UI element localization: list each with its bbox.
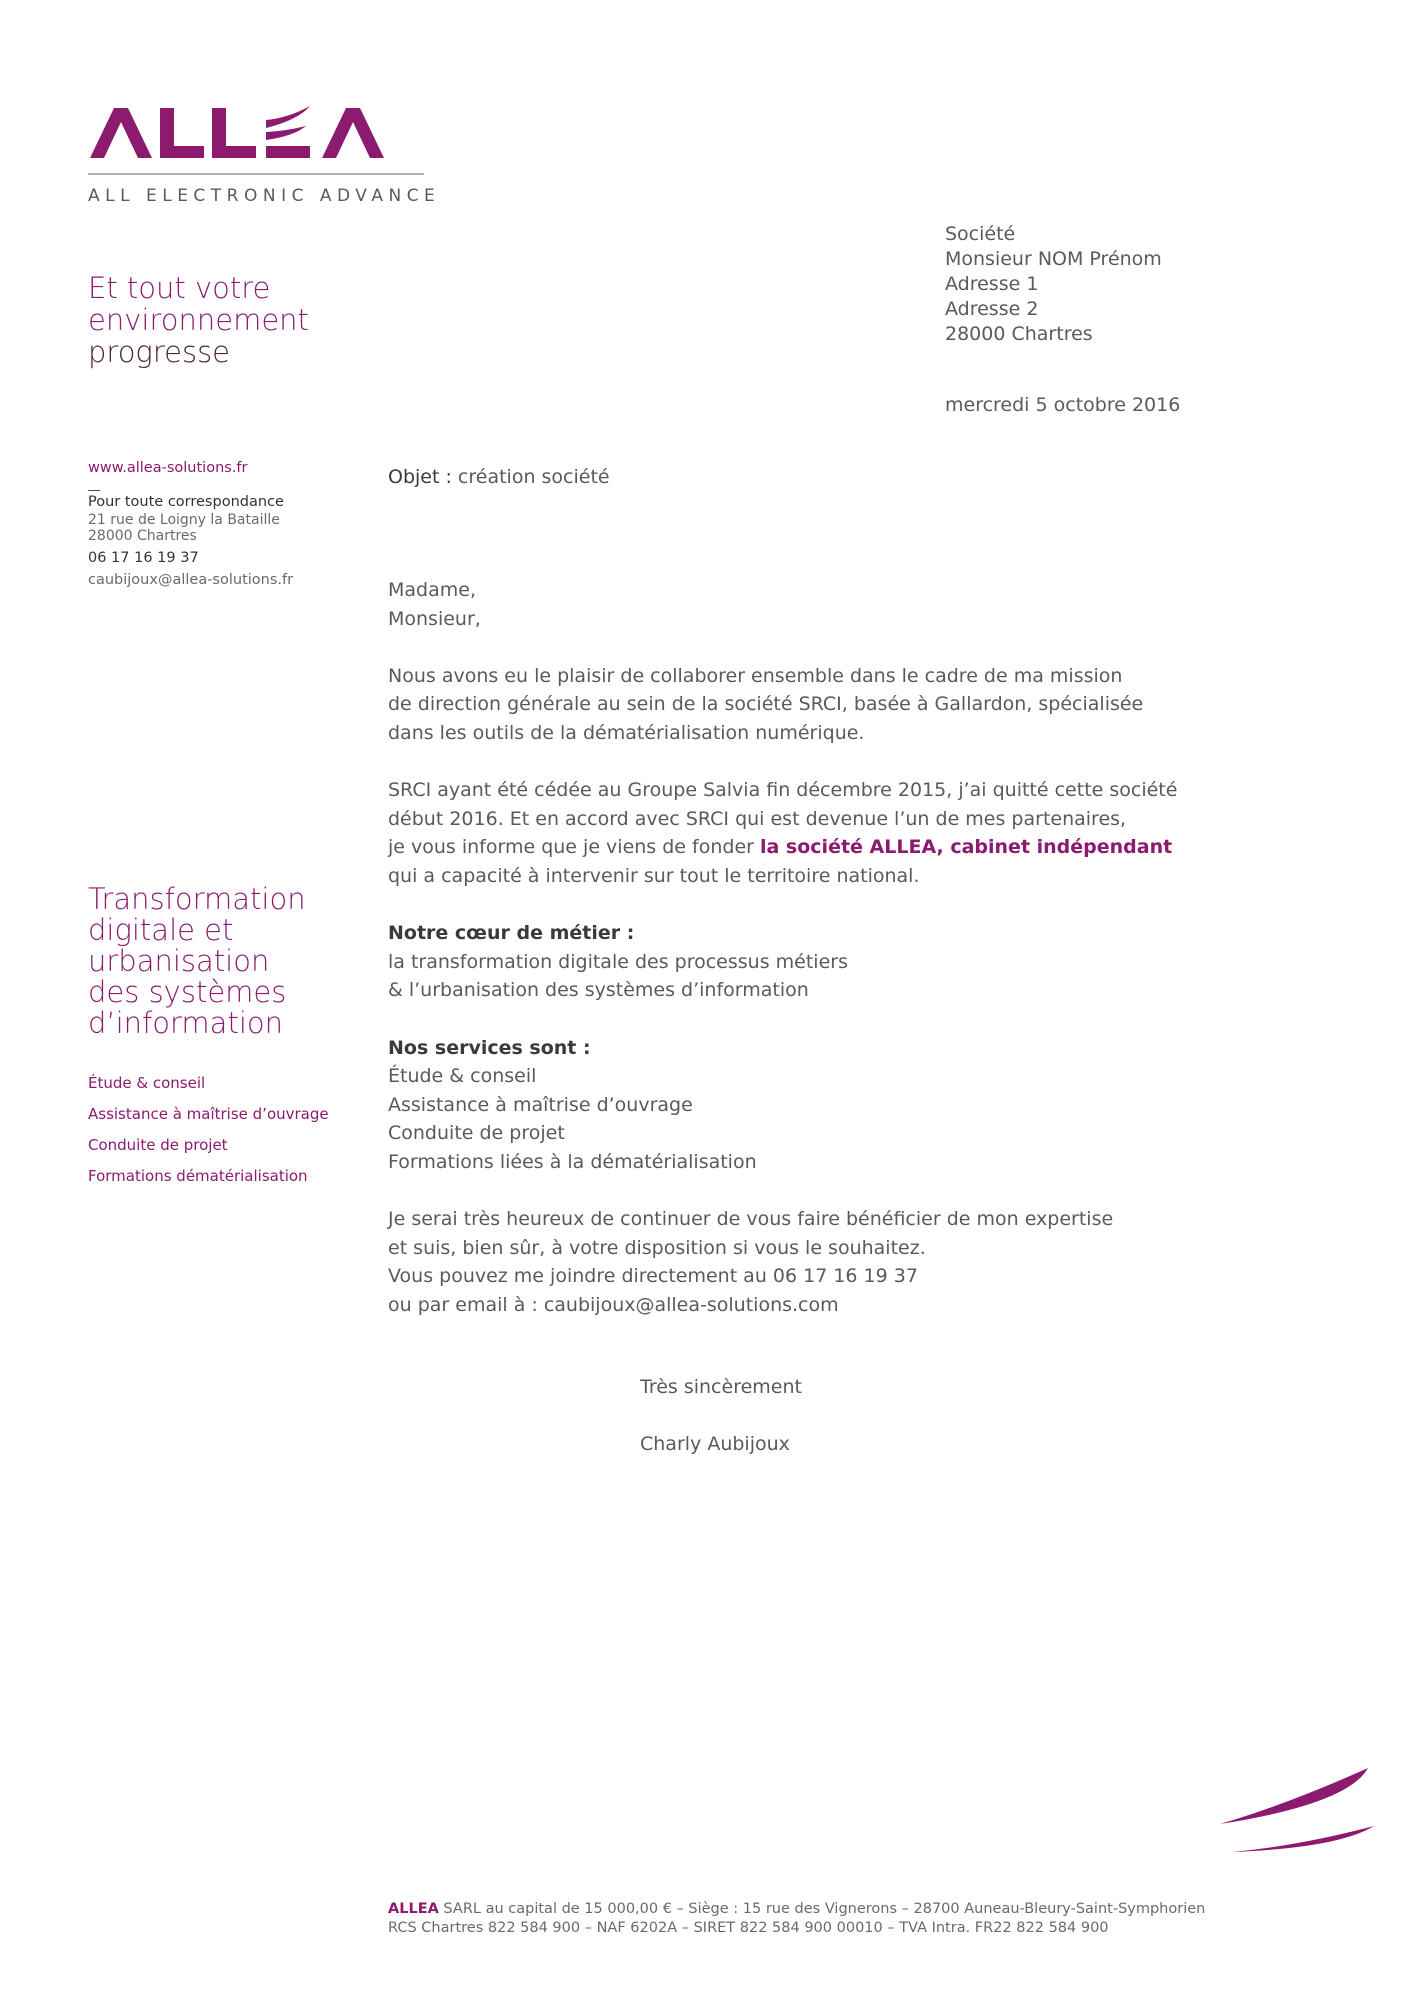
service-item: Formations liées à la dématérialisation bbox=[388, 1150, 757, 1173]
contact-email[interactable]: caubijoux@allea-solutions.fr bbox=[88, 572, 294, 588]
letter-subject bbox=[388, 466, 610, 488]
para2-line: début 2016. Et en accord avec SRCI qui est devenue l’un de mes partenaires, bbox=[388, 807, 1127, 830]
recipient-company: Société bbox=[945, 223, 1016, 245]
services-title: Nos services sont : bbox=[388, 1036, 591, 1059]
recipient-address bbox=[945, 222, 1162, 347]
footer-company: ALLEA bbox=[388, 1901, 439, 1917]
slogan-line3: progresse bbox=[88, 335, 231, 369]
service-item: Assistance à maîtrise d’ouvrage bbox=[388, 1093, 693, 1116]
signer-name: Charly Aubijoux bbox=[640, 1433, 790, 1455]
paragraph-2 bbox=[388, 776, 1188, 890]
side-service-item: Étude & conseil bbox=[88, 1074, 206, 1092]
recipient-city: 28000 Chartres bbox=[945, 323, 1093, 345]
para4-line: et suis, bien sûr, à votre disposition si vous le souhaitez. bbox=[388, 1236, 926, 1259]
slogan bbox=[88, 272, 309, 368]
contact-address1: 21 rue de Loigny la Bataille bbox=[88, 512, 280, 528]
service-item: Conduite de projet bbox=[388, 1122, 565, 1145]
service-item: Étude & conseil bbox=[388, 1065, 537, 1088]
footer-line2: RCS Chartres 822 584 900 – NAF 6202A – SIRET 822 584 900 00010 – TVA Intra. FR22 822 584 900 bbox=[388, 1920, 1109, 1936]
core-line: la transformation digitale des processus métiers bbox=[388, 950, 848, 973]
paragraph-1 bbox=[388, 662, 1188, 748]
subject-text: création société bbox=[451, 466, 610, 488]
para4-line: Je serai très heureux de continuer de vous faire bénéficier de mon expertise bbox=[388, 1208, 1114, 1231]
transformation-line1: Transformation bbox=[88, 882, 306, 916]
slogan-line2: environnement bbox=[88, 303, 309, 337]
transformation-line5: d’information bbox=[88, 1006, 283, 1040]
recipient-address1: Adresse 1 bbox=[945, 273, 1039, 295]
para1-line: Nous avons eu le plaisir de collaborer ensemble dans le cadre de ma mission bbox=[388, 664, 1123, 687]
core-line: & l’urbanisation des systèmes d’information bbox=[388, 979, 809, 1002]
core-business bbox=[388, 919, 1188, 1005]
para2-line: qui a capacité à intervenir sur tout le territoire national. bbox=[388, 864, 920, 887]
footer-legal bbox=[388, 1900, 1205, 1938]
brand-tagline: ALL ELECTRONIC ADVANCE bbox=[88, 186, 441, 206]
para2-line: je vous informe que je viens de fonder bbox=[388, 836, 760, 859]
letter-date: mercredi 5 octobre 2016 bbox=[945, 394, 1181, 416]
transformation-line3: urbanisation bbox=[88, 944, 270, 978]
subject-label: Objet : bbox=[388, 466, 452, 488]
transformation-line4: des systèmes bbox=[88, 975, 287, 1009]
letter-body bbox=[388, 576, 1188, 1348]
side-services-list bbox=[88, 1074, 329, 1198]
para4-line: Vous pouvez me joindre directement au 06 17 16 19 37 bbox=[388, 1265, 918, 1288]
correspondence-label: Pour toute correspondance bbox=[88, 494, 284, 510]
recipient-address2: Adresse 2 bbox=[945, 298, 1039, 320]
salutation-monsieur: Monsieur, bbox=[388, 607, 481, 630]
para1-line: dans les outils de la dématérialisation numérique. bbox=[388, 721, 865, 744]
salutation-madame: Madame, bbox=[388, 579, 476, 601]
website-link[interactable]: www.allea-solutions.fr bbox=[88, 460, 248, 476]
side-service-item: Conduite de projet bbox=[88, 1136, 228, 1154]
contact-address2: 28000 Chartres bbox=[88, 528, 197, 544]
slogan-line1: Et tout votre bbox=[88, 271, 271, 305]
para4-line: ou par email à : caubijoux@allea-solutions.com bbox=[388, 1293, 839, 1316]
side-service-item: Formations dématérialisation bbox=[88, 1167, 308, 1185]
divider: __ bbox=[88, 477, 100, 491]
contact-block bbox=[88, 458, 348, 590]
footer-line1: SARL au capital de 15 000,00 € – Siège : 15 rue des Vignerons – 28700 Auneau-Bleury-Saint-Symphorien bbox=[438, 1901, 1206, 1917]
allea-highlight: la société ALLEA, cabinet indépendant bbox=[759, 836, 1173, 859]
transformation-line2: digitale et bbox=[88, 913, 234, 947]
paragraph-4 bbox=[388, 1205, 1188, 1319]
core-title: Notre cœur de métier : bbox=[388, 922, 635, 945]
contact-phone: 06 17 16 19 37 bbox=[88, 550, 199, 566]
services-section bbox=[388, 1034, 1188, 1177]
para1-line: de direction générale au sein de la société SRCI, basée à Gallardon, spécialisée bbox=[388, 693, 1144, 716]
swoosh-decoration bbox=[1218, 1764, 1378, 1854]
para2-line: SRCI ayant été cédée au Groupe Salvia fin décembre 2015, j’ai quitté cette société bbox=[388, 779, 1178, 802]
side-service-item: Assistance à maîtrise d’ouvrage bbox=[88, 1105, 329, 1123]
transformation-heading bbox=[88, 884, 348, 1039]
recipient-name: Monsieur NOM Prénom bbox=[945, 248, 1162, 270]
closing: Très sincèrement bbox=[640, 1376, 802, 1398]
